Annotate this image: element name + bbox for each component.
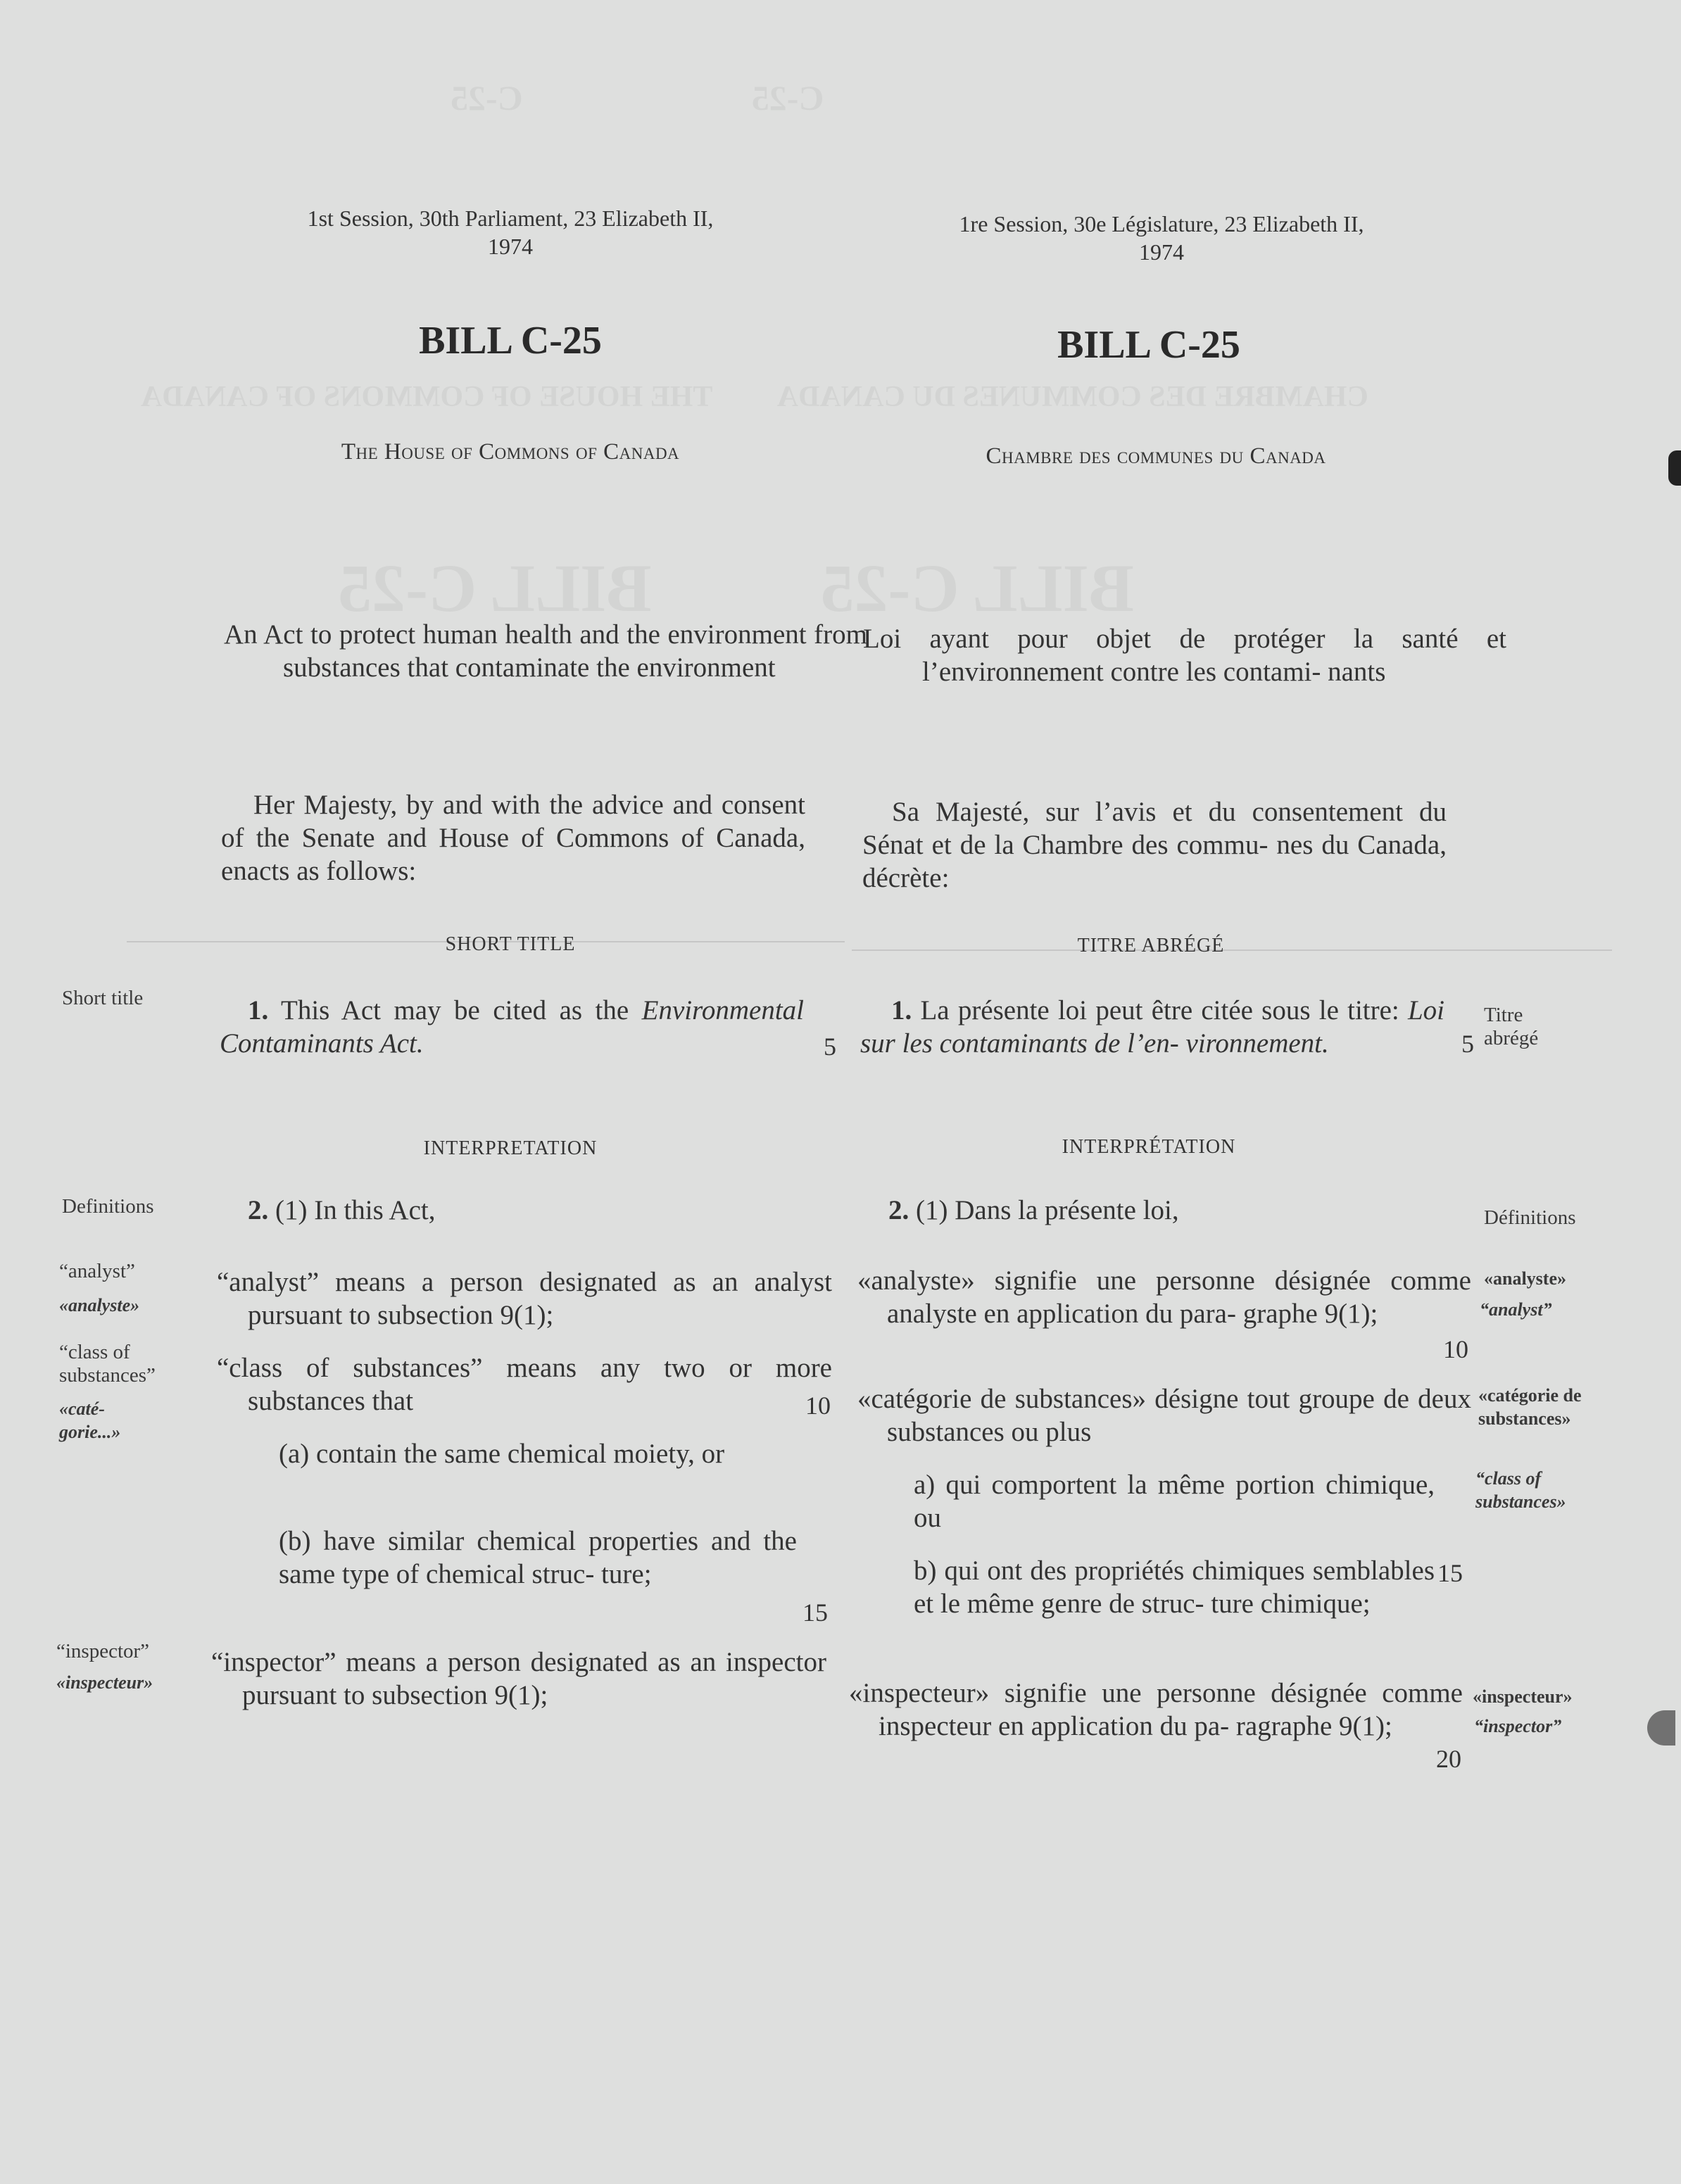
en-margin-short-title: Short title	[62, 987, 144, 1009]
fr-line-number-20: 20	[1436, 1745, 1461, 1773]
fr-margin-inspector: «inspecteur»	[1473, 1686, 1573, 1707]
fr-margin-analyst: «analyste»	[1484, 1268, 1566, 1289]
en-margin-analyst: “analyst”	[59, 1260, 135, 1282]
show-through-text	[141, 380, 1368, 414]
en-section-1-text: This Act may be cited as the	[281, 995, 629, 1025]
en-def-analyst: “analyst” means a person designated as an analyst pursuant to subsection 9(1);	[217, 1267, 832, 1330]
en-margin-class: “class of substances”	[59, 1341, 156, 1387]
en-margin-inspector-fr: «inspecteur»	[56, 1672, 153, 1693]
fr-section-1	[860, 994, 1444, 1060]
fr-section-2-text: (1) Dans la présente loi,	[916, 1195, 1179, 1225]
en-heading-interpretation: INTERPRETATION	[423, 1137, 598, 1159]
fr-section-2	[888, 1194, 1444, 1227]
show-through-text	[451, 77, 824, 118]
en-def-class-b: (b) have similar chemical properties and the same type of chemical struc- ture;	[279, 1526, 797, 1589]
fr-margin-inspector-en: “inspector”	[1474, 1716, 1562, 1736]
en-line-number-15: 15	[802, 1598, 828, 1627]
en-def-inspector: “inspector” means a person designated as an inspector pursuant to subsection 9(1);	[211, 1647, 826, 1710]
en-line-number-5: 5	[824, 1033, 836, 1061]
fr-line-number-5: 5	[1461, 1030, 1474, 1058]
en-heading-short-title: SHORT TITLE	[445, 933, 576, 955]
fr-def-class: «catégorie de substances» désigne tout groupe de deux substances ou plus	[857, 1384, 1471, 1447]
fr-enacting-clause: Sa Majesté, sur l’avis et du consentement du Sénat et de la Chambre des commu- nes du Canada, décrète:	[862, 797, 1447, 893]
edge-mark	[1668, 450, 1681, 486]
fr-heading-interpretation: INTERPRÉTATION	[1062, 1136, 1236, 1158]
en-section-2	[248, 1194, 804, 1227]
en-section-2-text: (1) In this Act,	[275, 1195, 436, 1225]
fr-bill-number: BILL C-25	[1057, 323, 1240, 367]
en-margin-definitions: Definitions	[62, 1195, 154, 1218]
en-house-name: The House of Commons of Canada	[341, 439, 680, 465]
en-def-class-a: (a) contain the same chemical moiety, or	[279, 1439, 725, 1469]
fr-margin-class: «catégorie de substances»	[1478, 1385, 1582, 1429]
fr-heading-short-title: TITRE ABRÉGÉ	[1077, 935, 1225, 957]
en-long-title: An Act to protect human health and the environment from substances that contaminate the environment	[224, 619, 867, 683]
en-def-class: “class of substances” means any two or more substances that	[217, 1353, 832, 1416]
fr-session: 1re Session, 30e Législature, 23 Elizabeth II, 1974	[959, 211, 1364, 265]
en-margin-class-fr: «caté- gorie...»	[59, 1399, 121, 1442]
fr-section-1-number: 1.	[891, 995, 912, 1025]
fr-margin-short-title: Titre abrégé	[1484, 1004, 1539, 1049]
en-section-2-number: 2.	[248, 1195, 269, 1225]
fr-margin-analyst-en: “analyst”	[1480, 1299, 1552, 1320]
fr-section-1-act: Loi sur les contaminants de l’en- vironnement.	[860, 995, 1445, 1059]
fr-def-class-b: b) qui ont des propriétés chimiques semblables et le même genre de struc- ture chimique;	[914, 1555, 1435, 1619]
fr-long-title: Loi ayant pour objet de protéger la santé et l’environnement contre les contami- nants	[863, 624, 1506, 687]
fr-section-1-text: La présente loi peut être citée sous le titre:	[920, 995, 1399, 1025]
fr-section-2-number: 2.	[888, 1195, 909, 1225]
fr-def-inspector: «inspecteur» signifie une personne désignée comme inspecteur en application du pa- ragraphe 9(1);	[849, 1678, 1463, 1741]
en-margin-inspector: “inspector”	[56, 1640, 150, 1662]
en-section-1	[220, 994, 804, 1060]
show-through-text	[338, 549, 1134, 627]
fr-margin-definitions: Définitions	[1484, 1206, 1576, 1229]
fr-line-number-15: 15	[1437, 1559, 1463, 1587]
en-line-number-10: 10	[805, 1391, 831, 1420]
en-enacting-clause: Her Majesty, by and with the advice and consent of the Senate and House of Commons of Canada, enacts as follows:	[221, 790, 805, 886]
edge-mark	[1647, 1710, 1675, 1746]
fr-line-number-10: 10	[1443, 1335, 1468, 1363]
fr-house-name: Chambre des communes du Canada	[986, 443, 1326, 469]
en-section-1-act: Environmental Contaminants Act.	[220, 995, 805, 1059]
en-session: 1st Session, 30th Parliament, 23 Elizabeth II, 1974	[307, 206, 714, 259]
en-bill-number: BILL C-25	[419, 319, 602, 362]
en-margin-analyst-fr: «analyste»	[59, 1295, 140, 1315]
fr-margin-class-en: “class of substances»	[1475, 1468, 1566, 1512]
en-section-1-number: 1.	[248, 995, 269, 1025]
fr-def-analyst: «analyste» signifie une personne désignée comme analyste en application du para- graphe 9(1);	[857, 1265, 1471, 1329]
fr-def-class-a: a) qui comportent la même portion chimique, ou	[914, 1470, 1435, 1533]
